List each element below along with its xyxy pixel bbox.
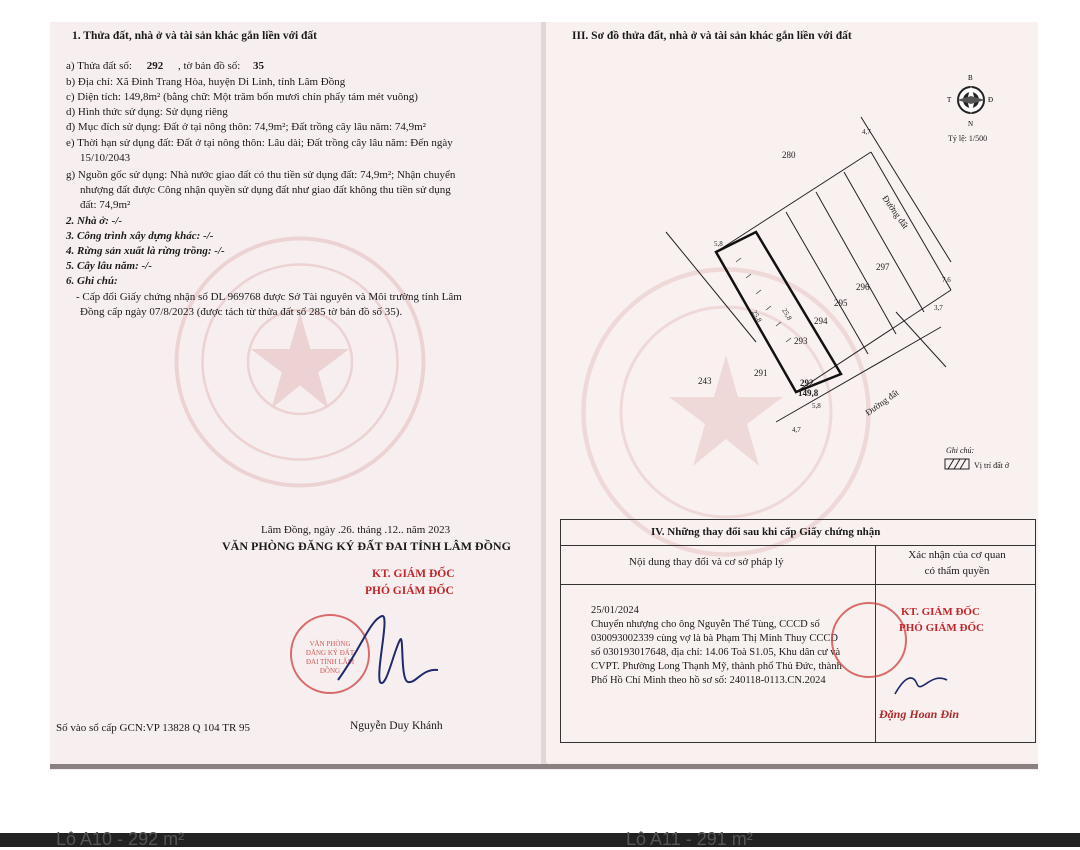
address-line: b) Địa chỉ: Xã Đinh Trang Hòa, huyện Di Linh, tỉnh Lâm Đồng — [66, 76, 346, 88]
right-signer-name: Đặng Hoan Đin — [879, 707, 960, 721]
svg-text:25,8: 25,8 — [750, 309, 764, 324]
section-notes: 6. Ghi chú: — [66, 275, 118, 287]
parcel-292-label: 292 — [800, 378, 814, 388]
parcel-295-label: 295 — [834, 298, 848, 308]
change-date: 25/01/2024 — [591, 605, 639, 616]
table-col-content: Nội dung thay đổi và cơ sở pháp lý — [629, 556, 784, 568]
term-line: e) Thời hạn sử dụng đất: Đất ở tại nông thôn: Lâu dài; Đất trồng cây lâu năm: Đến ngày — [66, 137, 453, 149]
svg-text:3,7: 3,7 — [934, 304, 943, 312]
svg-text:4,7: 4,7 — [862, 128, 871, 136]
certificate-spread — [50, 22, 1038, 770]
table-title: IV. Những thay đổi sau khi cấp Giấy chứng nhận — [651, 526, 881, 538]
parcel-number: 292 — [146, 60, 164, 72]
parcel-280-label: 280 — [782, 150, 796, 160]
road-label-2: Đường đất — [863, 387, 901, 418]
parcel-294-label: 294 — [814, 316, 828, 326]
map-scale: Tỷ lệ: 1/500 — [948, 134, 988, 143]
change-line-4: CVPT. Phường Long Thạnh Mỹ, thành phố Thủ Đức, thành — [591, 661, 842, 672]
watermark-emblem-icon — [170, 232, 430, 492]
section-construction: 3. Công trình xây dựng khác: -/- — [66, 230, 214, 242]
legend-item: Vị trí đất ở — [974, 461, 1010, 470]
change-line-5: Phố Hồ Chí Minh theo hồ sơ số: 240118-0113.CN.2024 — [591, 675, 826, 686]
signature-left-icon — [330, 610, 450, 700]
document-bottom-edge — [50, 764, 1038, 769]
svg-text:T: T — [947, 96, 952, 104]
origin-line-3: đất: 74,9m² — [80, 199, 131, 211]
svg-text:Đ: Đ — [988, 96, 994, 104]
road-label-1: Đường đất — [880, 193, 911, 231]
area-line: c) Diện tích: 149,8m² (bằng chữ: Một trăm bốn mươi chín phẩy tám mét vuông) — [66, 91, 418, 103]
signer-name: Nguyễn Duy Khánh — [350, 720, 443, 732]
lot-a10-caption: Lô A10 - 292 m² — [56, 829, 185, 849]
svg-text:5,8: 5,8 — [714, 240, 723, 248]
change-line-1: Chuyển nhượng cho ông Nguyễn Thế Tùng, CCCD số — [591, 619, 820, 630]
left-page — [50, 22, 543, 762]
table-col-confirm-1: Xác nhận của cơ quan — [908, 549, 1006, 561]
lot-a11-caption: Lô A11 - 291 m² — [626, 829, 753, 849]
map-sheet-number: 35 — [253, 60, 265, 72]
svg-text:N: N — [968, 120, 974, 128]
hatch-legend-icon — [944, 458, 970, 470]
official-seal-right — [831, 602, 907, 678]
legend-title: Ghi chú: — [946, 446, 975, 455]
changes-table — [560, 519, 1036, 743]
parcel-243-label: 243 — [698, 376, 712, 386]
origin-line-2: nhượng đất được Công nhận quyền sử dụng đất như giao đất không thu tiền sử dụng — [80, 184, 451, 196]
section-house: 2. Nhà ở: -/- — [66, 215, 123, 227]
usage-form-line: d) Hình thức sử dụng: Sử dụng riêng — [66, 106, 228, 118]
right-header: III. Sơ đồ thửa đất, nhà ở và tài sản khác gắn liền với đất — [572, 30, 852, 42]
parcel-296-label: 296 — [856, 282, 870, 292]
svg-text:25,8: 25,8 — [780, 307, 794, 322]
purpose-line: đ) Mục đích sử dụng: Đất ở tại nông thôn: 74,9m²; Đất trồng cây lâu năm: 74,9m² — [66, 121, 426, 133]
left-header: 1. Thửa đất, nhà ở và tài sản khác gắn liền với đất — [72, 30, 318, 42]
svg-text:B: B — [968, 74, 973, 82]
section-forest: 4. Rừng sản xuất là rừng trồng: -/- — [66, 245, 225, 257]
parcel-297-label: 297 — [876, 262, 890, 272]
kt-director-title: KT. GIÁM ĐỐC — [372, 568, 455, 580]
svg-text:5,8: 5,8 — [812, 402, 821, 410]
right-page — [546, 22, 1038, 762]
register-number: Số vào sổ cấp GCN:VP 13828 Q 104 TR 95 — [56, 722, 251, 734]
svg-text:4,7: 4,7 — [792, 426, 801, 434]
issue-date: Lâm Đồng, ngày .26. tháng .12.. năm 2023 — [261, 524, 451, 536]
section-perennial: 5. Cây lâu năm: -/- — [66, 260, 152, 272]
origin-line-1: g) Nguồn gốc sử dụng: Nhà nước giao đất có thu tiền sử dụng đất: 74,9m²; Nhận chuyển — [66, 169, 456, 181]
parcel-area-label: 149,8 — [798, 388, 819, 398]
svg-text:7,6: 7,6 — [942, 276, 951, 284]
bottom-caption-bar — [0, 829, 1080, 849]
change-line-3: số 030193017648, địa chỉ: 14.06 Toà S1.05, Khu dân cư và — [591, 647, 841, 658]
right-deputy-director: PHÓ GIÁM ĐỐC — [899, 622, 984, 634]
parcel-293-label: 293 — [794, 336, 808, 346]
deputy-director-title: PHÓ GIÁM ĐỐC — [365, 585, 454, 597]
table-col-confirm-2: có thẩm quyền — [924, 565, 990, 577]
parcel-map — [606, 112, 966, 442]
change-line-2: 030093002339 cùng vợ là bà Phạm Thị Minh Thuy CCCD — [591, 633, 838, 644]
note-line-1: - Cấp đổi Giấy chứng nhận số DL 969768 được Sở Tài nguyên và Môi trường tỉnh Lâm — [76, 291, 462, 303]
official-seal-left: VĂN PHÒNG ĐĂNG KÝ ĐẤT ĐAI TỈNH LÂM ĐỒNG — [290, 614, 370, 694]
term-date-line: 15/10/2043 — [80, 152, 131, 164]
parcel-291-label: 291 — [754, 368, 768, 378]
right-kt-director: KT. GIÁM ĐỐC — [901, 606, 980, 618]
signature-right-icon — [891, 670, 951, 700]
note-line-2: Đồng cấp ngày 07/8/2023 (được tách từ thửa đất số 285 tờ bản đồ số 35). — [80, 306, 403, 318]
issuing-office: VĂN PHÒNG ĐĂNG KÝ ĐẤT ĐAI TỈNH LÂM ĐỒNG — [222, 539, 511, 553]
parcel-line: a) Thửa đất số: 292 , tờ bản đồ số: 35 — [66, 60, 265, 72]
